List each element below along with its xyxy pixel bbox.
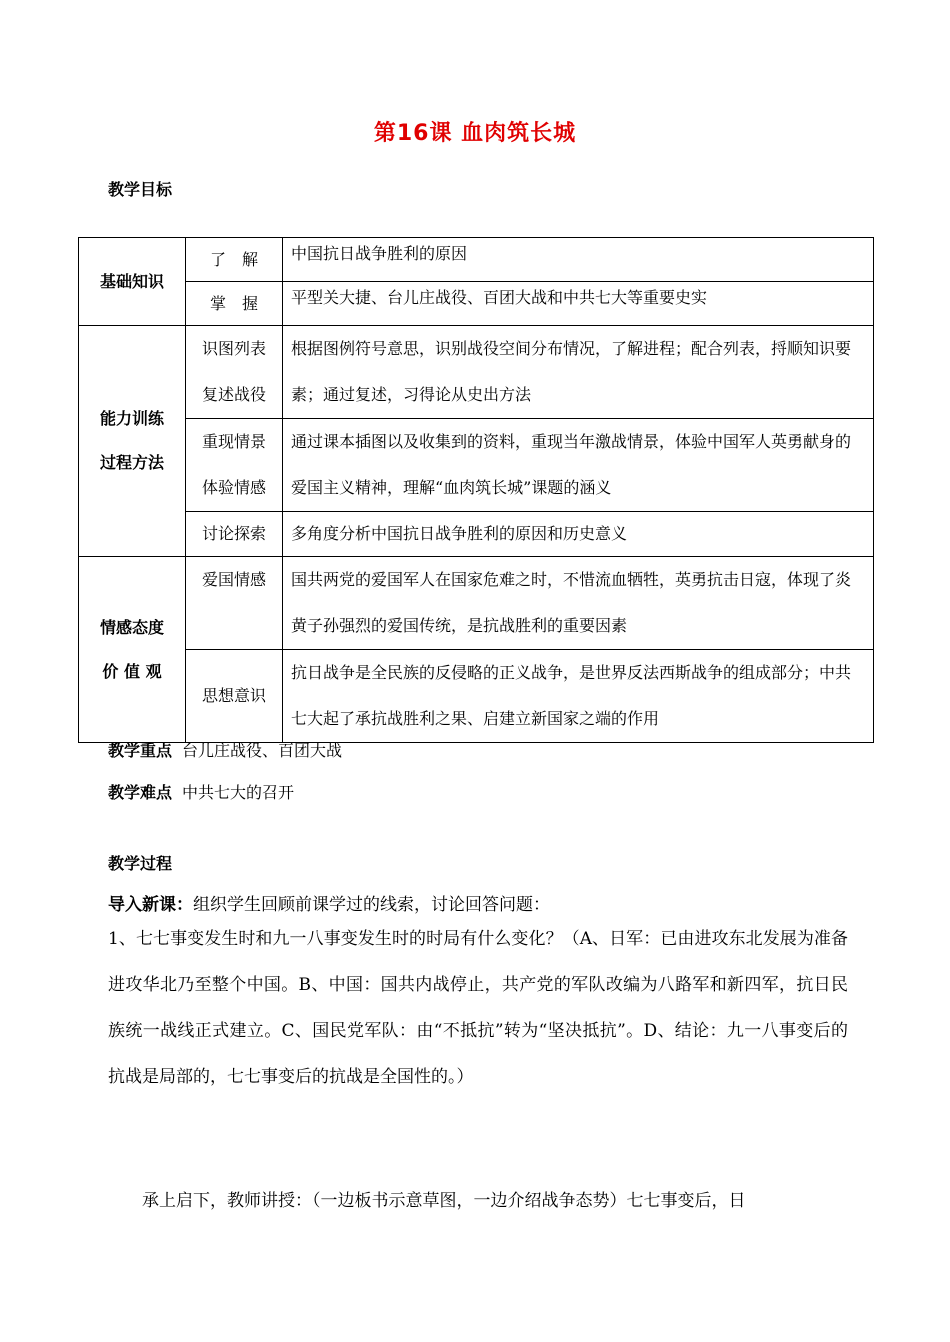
sub-label: 掌 握 — [186, 282, 283, 326]
sub-label-line: 重现情景 — [201, 432, 266, 451]
category-line: 能力训练 — [99, 409, 164, 428]
key-point-line — [108, 738, 342, 761]
sub-label: 了 解 — [186, 238, 283, 282]
row-description: 抗日战争是全民族的反侵略的正义战争，是世界反法西斯战争的组成部分；中共七大起了承抗战胜利之果、启建立新国家之端的作用 — [283, 650, 874, 743]
intro-text: 组织学生回顾前课学过的线索，讨论回答问题： — [193, 895, 550, 915]
table-row — [79, 512, 874, 557]
sub-label-line: 识图列表 — [201, 339, 266, 358]
table-row — [79, 650, 874, 743]
intro-label: 导入新课： — [108, 895, 193, 915]
row-description: 国共两党的爱国军人在国家危难之时，不惜流血牺牲，英勇抗击日寇，体现了炎黄子孙强烈的爱国传统，是抗战胜利的重要因素 — [283, 557, 874, 650]
row-description: 中国抗日战争胜利的原因 — [283, 238, 874, 282]
key-point-label: 教学重点 — [108, 741, 173, 760]
sub-label: 讨论探索 — [186, 512, 283, 557]
row-description: 通过课本插图以及收集到的资料，重现当年激战情景，体验中国军人英勇献身的爱国主义精神，理解“血肉筑长城”课题的涵义 — [283, 419, 874, 512]
process-heading: 教学过程 — [108, 854, 173, 873]
row-description: 根据图例符号意思，识别战役空间分布情况，了解进程；配合列表，捋顺知识要素；通过复述，习得论从史出方法 — [283, 326, 874, 419]
difficulty-text: 中共七大的召开 — [182, 783, 295, 802]
sub-label: 思想意识 — [186, 650, 283, 743]
sub-label-line: 复述战役 — [201, 385, 266, 404]
sub-label-line: 体验情感 — [201, 478, 266, 497]
row-description: 多角度分析中国抗日战争胜利的原因和历史意义 — [283, 512, 874, 557]
table-row — [79, 419, 874, 512]
intro-line — [108, 890, 550, 915]
category-emotion — [79, 557, 186, 743]
table-row — [79, 238, 874, 282]
sub-label: 爱国情感 — [186, 557, 283, 650]
table-row — [79, 326, 874, 419]
difficulty-label: 教学难点 — [108, 783, 173, 802]
objectives-table — [78, 237, 874, 743]
category-line: 情感态度 — [99, 617, 164, 637]
transition-paragraph: 承上启下，教师讲授：（一边板书示意草图，一边介绍战争态势）七七事变后，日 — [142, 1191, 746, 1211]
question-paragraph: 1、七七事变发生时和九一八事变发生时的时局有什么变化？（A、日军：已由进攻东北发展为准备进攻华北乃至整个中国。B、中国：国共内战停止，共产党的军队改编为八路军和新四军，抗日民族统一战线正式建立。C、国民党军队：由“不抵抗”转为“坚决抵抗”。D、结论：九一八事变后的抗战是局部的，七七事变后的抗战是全国性的。） — [108, 929, 848, 1087]
table-row — [79, 282, 874, 326]
lesson-title: 第16课 血肉筑长城 — [373, 121, 577, 146]
sub-label — [186, 326, 283, 419]
category-basic: 基础知识 — [79, 238, 186, 326]
category-line: 价 值 观 — [102, 661, 162, 681]
table-row — [79, 557, 874, 650]
category-line: 过程方法 — [99, 453, 164, 472]
row-description: 平型关大捷、台儿庄战役、百团大战和中共七大等重要史实 — [283, 282, 874, 326]
key-point-text: 台儿庄战役、百团大战 — [182, 741, 343, 760]
sub-label — [186, 419, 283, 512]
difficulty-line — [108, 780, 294, 803]
objectives-heading: 教学目标 — [108, 180, 173, 199]
category-ability — [79, 326, 186, 557]
